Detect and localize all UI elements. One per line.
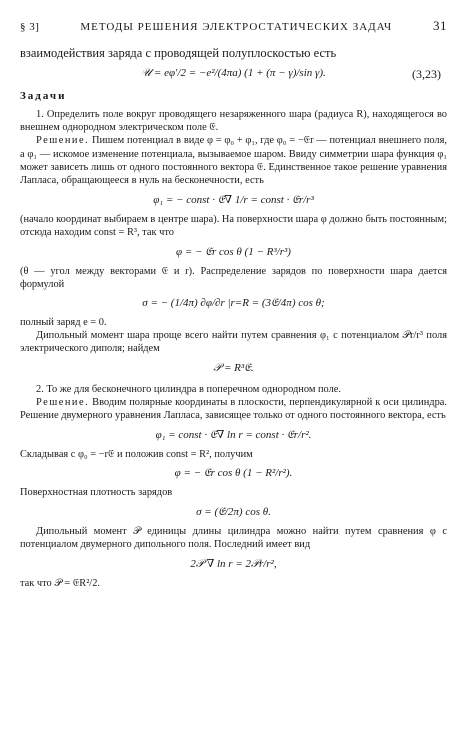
problem-1-eq3: σ = − (1/4π) ∂φ/∂r |r=R = (3𝔈/4π) cos θ; [142, 297, 325, 310]
problem-1-text4: полный заряд e = 0. [20, 317, 107, 329]
problem-1-solution [20, 134, 447, 187]
solution-label: Решение. [36, 396, 90, 408]
problem-2-eq3: σ = (𝔈/2π) cos θ. [196, 505, 271, 518]
problem-1-statement: 1. Определить поле вокруг проводящего незаряженного шара (радиуса R), находящегося во внешнем однородном электрическом поле 𝔈. [20, 109, 447, 134]
problem-1-text5: Дипольный момент шара проще всего найти путем сравнения φ₁ с потенциалом 𝒫r/r³ поля электрического диполя; найдем [20, 330, 447, 355]
problem-2-statement: 2. То же для бесконечного цилиндра в поперечном однородном поле. [36, 383, 342, 395]
section-ref: § 3] [20, 21, 40, 33]
equation-3-23-body: 𝒰 = eφ′/2 = −e²/(4πa) (1 + (π − γ)/sin γ). [141, 67, 326, 79]
problem-2-eq2: φ = − 𝔈r cos θ (1 − R²/r²). [174, 467, 293, 480]
problem-2-eq1: φ₁ = const · 𝔈∇ ln r = const · 𝔈r/r². [155, 429, 312, 442]
problem-1-eq1: φ₁ = − const · 𝔈∇ 1/r = const · 𝔈r/r³ [153, 194, 314, 207]
equation-number: (3,23) [412, 67, 441, 81]
problem-1-text2: (начало координат выбираем в центре шара). На поверхности шара φ должно быть постоянным; отсюда находим const = R³, так что [20, 214, 447, 239]
problem-2-text4: Дипольный момент 𝒫 единицы длины цилиндра можно найти путем сравнения φ с потенциалом двумерного дипольного поля. Последний имеет вид [20, 525, 447, 550]
running-title: МЕТОДЫ РЕШЕНИЯ ЭЛЕКТРОСТАТИЧЕСКИХ ЗАДАЧ [80, 21, 393, 33]
problem-2-eq4: 2𝒫 ∇ ln r = 2𝒫r/r², [190, 558, 277, 571]
problem-2-text2: Складывая с φ₀ = −r𝔈 и положив const = R², получим [20, 449, 253, 461]
intro-line: взаимодействия заряда с проводящей полуплоскостью есть [20, 46, 337, 60]
problem-2-text5: так что 𝒫 = 𝔈R²/2. [20, 578, 100, 590]
equation-3-23 [20, 67, 447, 80]
section-heading: Задачи [20, 90, 67, 102]
solution-label: Решение. [36, 135, 90, 147]
running-header [20, 18, 447, 34]
problem-1-eq4: 𝒫 = R³𝔈. [213, 361, 254, 374]
problem-2-solution [20, 396, 447, 422]
problem-1-eq2: φ = − 𝔈r cos θ (1 − R³/r³) [176, 245, 291, 258]
problem-2-text3: Поверхностная плотность зарядов [20, 487, 173, 499]
solution-text: Пишем потенциал в виде φ = φ₀ + φ₁, где φ₀ = −𝔈r — потенциал внешнего поля, а φ₁ — искомое изменение потенциала, вызываемое шаром. Ввиду симметрии шара функция φ₁ может зависеть лишь от одного постоянного вектора 𝔈. Единственное такое решение уравнения Лапласа, обращающееся в нуль на бесконечности, есть [20, 135, 447, 187]
solution-text: Вводим полярные координаты в плоскости, перпендикулярной к оси цилиндра. Решение двумерного уравнения Лапласа, зависящее только от одного постоянного вектора, есть [20, 396, 447, 422]
problem-1-text3: (θ — угол между векторами 𝔈 и r). Распределение зарядов по поверхности шара дается формулой [20, 265, 447, 290]
page-number: 31 [433, 18, 447, 33]
